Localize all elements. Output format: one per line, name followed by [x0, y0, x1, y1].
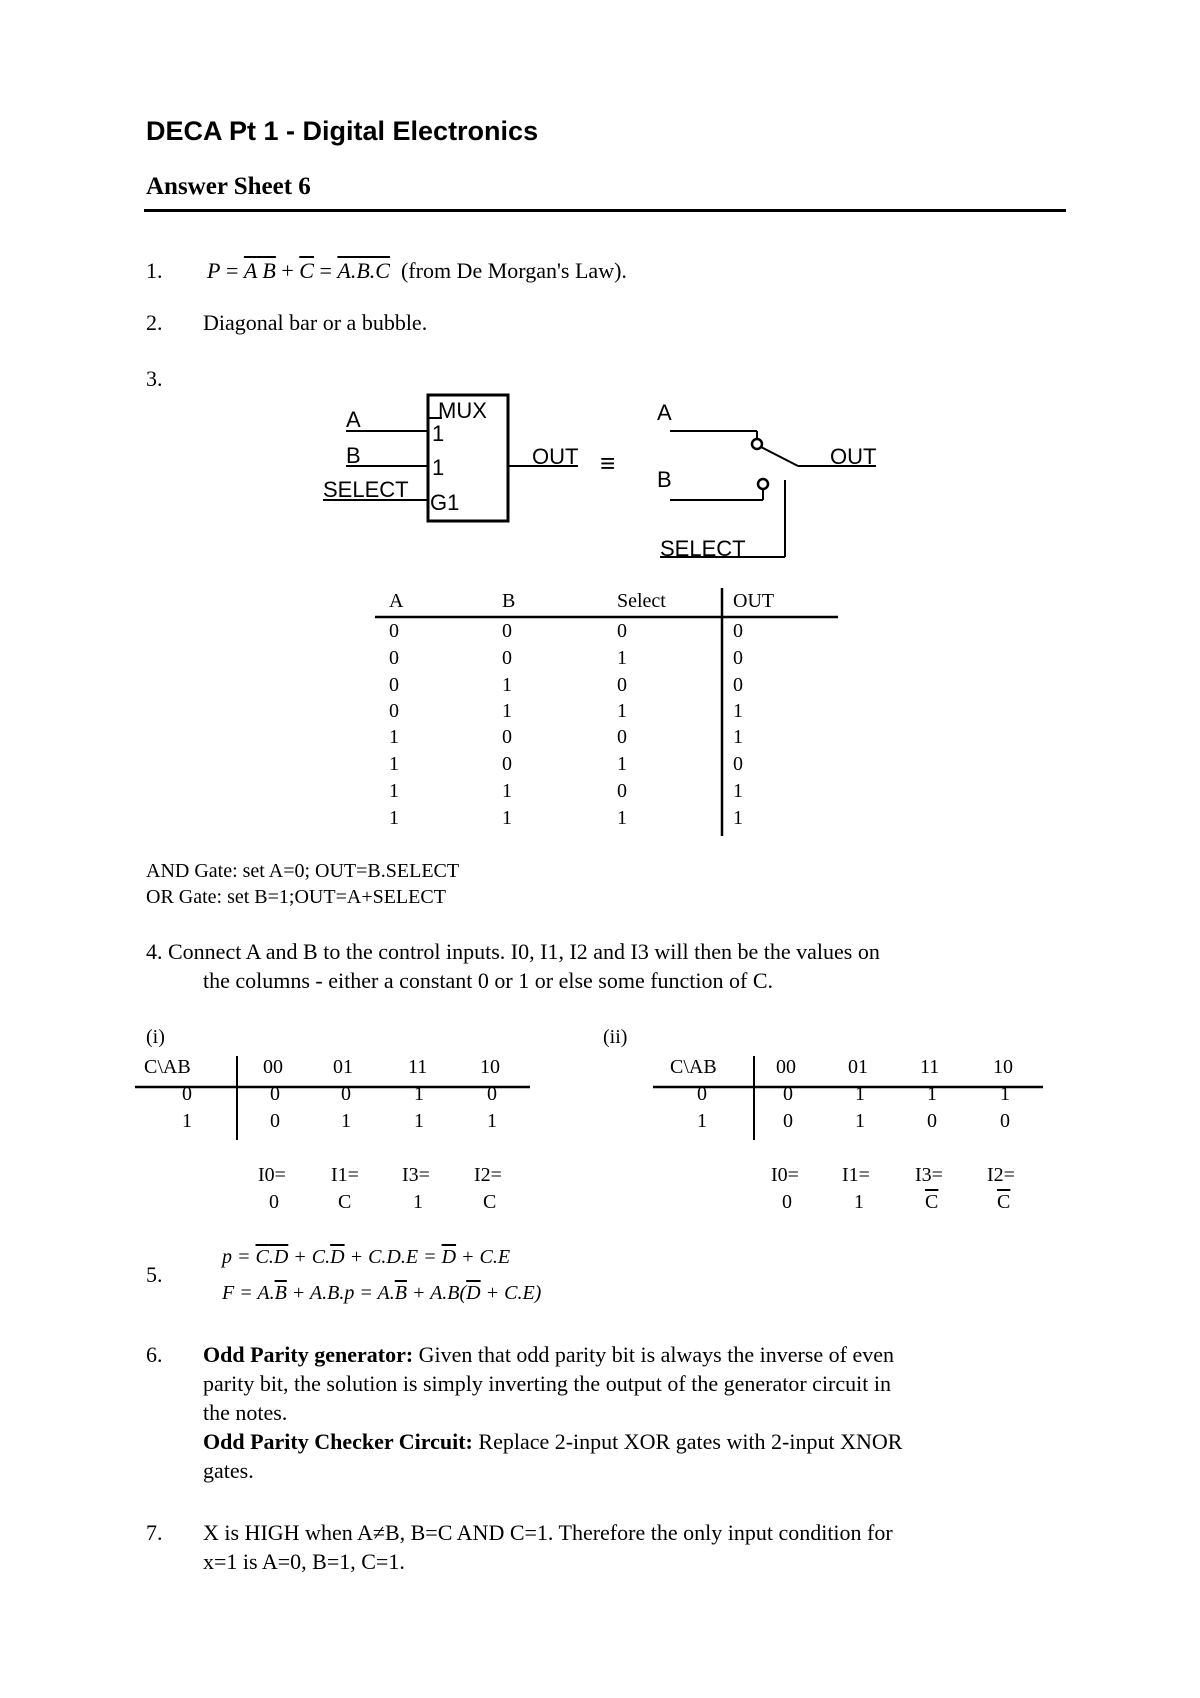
kmap-i-cell: 0 [341, 1083, 351, 1105]
kmap-ii-col: 01 [848, 1056, 868, 1078]
q6-text1: Given that odd parity bit is always the inverse of even [413, 1342, 894, 1367]
tt-cell: 0 [502, 620, 512, 642]
q5-l2-t3: + A.B( [411, 1282, 467, 1304]
q1-p: P [207, 258, 221, 283]
kmap-ii-ivalue: 0 [782, 1191, 792, 1213]
tt-cell: 1 [733, 726, 743, 748]
q1-a: A [243, 258, 257, 283]
q1-abc-bar: A.B.C [337, 258, 390, 283]
kmap-i-cell: 0 [270, 1110, 280, 1132]
switch-a-label: A [657, 400, 672, 425]
kmap-ii-ivalue-cbar: $\overline{C}$ [925, 1191, 939, 1213]
tt-cell: 1 [617, 807, 627, 829]
q2-number: 2. [146, 310, 163, 335]
switch-contact-a [752, 439, 762, 449]
kmap-i-ilabel: I0= [258, 1164, 286, 1186]
kmap-ii-ilabel: I3= [915, 1164, 943, 1186]
q5-d-bar: $\overline{D}$ [330, 1246, 345, 1268]
q6-bold2: Odd Parity Checker Circuit: [203, 1429, 473, 1454]
mux-in-b: B [346, 443, 361, 468]
q1-number: 1. [146, 258, 163, 283]
kmap-i-cell: 0 [270, 1083, 280, 1105]
kmap-ii-cell: 0 [1000, 1110, 1010, 1132]
tt-cell: 1 [617, 700, 627, 722]
tt-cell: 1 [733, 780, 743, 802]
switch-lever [761, 447, 798, 466]
mux-pin-1b: 1 [432, 455, 445, 480]
q1-note: (from De Morgan's Law). [400, 258, 627, 283]
kmap-i-label: (i) [146, 1026, 165, 1048]
q5-p: p [222, 1246, 232, 1268]
kmap-i-ilabel: I2= [474, 1164, 502, 1186]
q2-text: Diagonal bar or a bubble. [203, 310, 428, 335]
kmap-i-ilabel: I1= [331, 1164, 359, 1186]
kmap-ii-cell: 0 [927, 1110, 937, 1132]
tt-cell: 0 [617, 726, 627, 748]
q3-number: 3. [146, 366, 163, 391]
q6-line5: gates. [203, 1458, 254, 1483]
kmap-i-row-c: 1 [182, 1110, 192, 1132]
kmap-i-cell: 1 [341, 1110, 351, 1132]
q5-line1 [222, 1246, 510, 1269]
q5-l2-t1: = A. [239, 1282, 275, 1304]
tt-cell: 1 [617, 753, 627, 775]
kmap-ii-col: 10 [993, 1056, 1013, 1078]
q5-line2 [222, 1282, 541, 1305]
tt-header-a: A [389, 590, 404, 612]
kmap-ii-ilabel: I2= [987, 1164, 1015, 1186]
q1-eq1: = [225, 258, 239, 283]
kmap-i-corner: C\AB [144, 1056, 191, 1078]
kmap-i-cell: 1 [487, 1110, 497, 1132]
tt-cell: 1 [502, 674, 512, 696]
tt-cell: 1 [389, 753, 399, 775]
tt-cell: 0 [733, 647, 743, 669]
q1-eq2: = [319, 258, 332, 283]
kmap-ii-row-c: 0 [697, 1083, 707, 1105]
tt-cell: 0 [617, 674, 627, 696]
kmap-ii-cell: 1 [855, 1083, 865, 1105]
mux-pin-1a: 1 [432, 421, 445, 446]
switch-out-label: OUT [830, 444, 877, 469]
tt-cell: 0 [502, 753, 512, 775]
mux-in-a: A [346, 407, 361, 432]
q5-dot-d: .D [268, 1246, 289, 1268]
q6-bold1: Odd Parity generator: [203, 1342, 414, 1367]
switch-b-label: B [657, 467, 672, 492]
tt-cell: 0 [502, 726, 512, 748]
kmap-ii-col: 00 [776, 1056, 796, 1078]
tt-cell: 1 [617, 647, 627, 669]
page-subtitle: Answer Sheet 6 [146, 173, 311, 200]
q6-text2: Replace 2-input XOR gates with 2-input XNOR [472, 1429, 903, 1454]
tt-cell: 1 [733, 807, 743, 829]
mux-out: OUT [532, 444, 579, 469]
q6-number: 6. [146, 1342, 163, 1367]
kmap-ii-ilabel: I1= [842, 1164, 870, 1186]
tt-cell: 1 [502, 780, 512, 802]
kmap-i-ilabel: I3= [402, 1164, 430, 1186]
kmap-i-ivalue: 0 [269, 1191, 279, 1213]
tt-cell: 1 [502, 807, 512, 829]
tt-cell: 0 [389, 674, 399, 696]
q5-f: F [222, 1282, 235, 1304]
tt-header-out: OUT [733, 590, 775, 612]
kmap-i-ivalue: C [483, 1191, 497, 1213]
tt-cell: 0 [617, 620, 627, 642]
tt-cell: 1 [733, 700, 743, 722]
mux-pin-g1: G1 [430, 490, 460, 515]
kmap-i-cell: 0 [487, 1083, 497, 1105]
q6-line1 [203, 1342, 894, 1368]
kmap-ii-ivalue-cbar: $\overline{C}$ [997, 1191, 1011, 1213]
page-title: DECA Pt 1 - Digital Electronics [146, 116, 539, 146]
mux-in-select: SELECT [323, 477, 409, 502]
or-gate-note: OR Gate: set B=1;OUT=A+SELECT [146, 886, 446, 908]
q6-line4 [203, 1429, 902, 1455]
q5-l2-d-bar: $\overline{D}$ [466, 1282, 481, 1304]
tt-cell: 0 [389, 620, 399, 642]
kmap-i-ivalue: C [338, 1191, 352, 1213]
q4-line2: the columns - either a constant 0 or 1 or else some function of C. [203, 968, 774, 993]
kmap-i-row-c: 0 [182, 1083, 192, 1105]
q1-b: B [262, 258, 276, 283]
switch-contact-b [758, 479, 768, 489]
kmap-ii-corner: C\AB [670, 1056, 717, 1078]
q6-line2: parity bit, the solution is simply inverting the output of the generator circuit in [203, 1371, 891, 1396]
tt-cell: 0 [389, 700, 399, 722]
kmap-ii-cell: 0 [783, 1110, 793, 1132]
mux-title: MUX [438, 398, 487, 423]
kmap-ii-cell: 0 [783, 1083, 793, 1105]
switch-select-label: SELECT [660, 536, 746, 561]
q5-l2-t2: + A.B.p = A. [291, 1282, 395, 1304]
q4-line1: 4. Connect A and B to the control inputs. I0, I1, I2 and I3 will then be the values on [146, 939, 880, 964]
tt-cell: 1 [389, 726, 399, 748]
kmap-i-col: 01 [333, 1056, 353, 1078]
q7-line2: x=1 is A=0, B=1, C=1. [203, 1549, 405, 1574]
q5-t4: + C.E [461, 1246, 511, 1268]
q5-t2: + C. [293, 1246, 331, 1268]
kmap-i-ivalue: 1 [413, 1191, 423, 1213]
q7-number: 7. [146, 1520, 163, 1545]
tt-cell: 0 [389, 647, 399, 669]
tt-cell: 1 [389, 780, 399, 802]
q1-c-bar: $\overline{C}$ [299, 258, 314, 283]
q5-d-bar2: $\overline{D}$ [441, 1246, 457, 1268]
kmap-ii-ivalue: 1 [854, 1191, 864, 1213]
kmap-ii-label: (ii) [603, 1026, 628, 1048]
tt-cell: 0 [733, 620, 743, 642]
q5-c-bar: $\overline{C}$ [255, 1246, 269, 1268]
kmap-i-cell: 1 [414, 1110, 424, 1132]
kmap-ii-col: 11 [920, 1056, 940, 1078]
q5-l2-b-bar2: $\overline{B}$ [394, 1282, 407, 1304]
kmap-i-col: 00 [263, 1056, 283, 1078]
and-gate-note: AND Gate: set A=0; OUT=B.SELECT [146, 860, 460, 882]
kmap-ii-cell: 1 [927, 1083, 937, 1105]
q5-eq: = [237, 1246, 251, 1268]
kmap-i-col: 11 [408, 1056, 428, 1078]
tt-cell: 1 [389, 807, 399, 829]
q7-line1: X is HIGH when A≠B, B=C AND C=1. Therefore the only input condition for [203, 1520, 893, 1545]
q6-line3: the notes. [203, 1400, 288, 1425]
q5-l2-b-bar: $\overline{B}$ [274, 1282, 287, 1304]
equivalence-symbol: ≡ [600, 448, 616, 478]
tt-cell: 0 [617, 780, 627, 802]
kmap-ii-cell: 1 [1000, 1083, 1010, 1105]
kmap-ii-cell: 1 [855, 1110, 865, 1132]
tt-header-b: B [502, 590, 516, 612]
tt-cell: 0 [502, 647, 512, 669]
tt-cell: 0 [733, 674, 743, 696]
kmap-ii-ilabel: I0= [771, 1164, 799, 1186]
tt-header-select: Select [617, 590, 666, 612]
q1-plus: + [281, 258, 294, 283]
kmap-i-col: 10 [480, 1056, 500, 1078]
q5-l2-t4: + C.E) [485, 1282, 542, 1304]
kmap-i-cell: 1 [414, 1083, 424, 1105]
q5-number: 5. [146, 1262, 163, 1287]
tt-cell: 0 [733, 753, 743, 775]
tt-cell: 1 [502, 700, 512, 722]
q5-t3: + C.D.E = [349, 1246, 437, 1268]
kmap-ii-row-c: 1 [697, 1110, 707, 1132]
